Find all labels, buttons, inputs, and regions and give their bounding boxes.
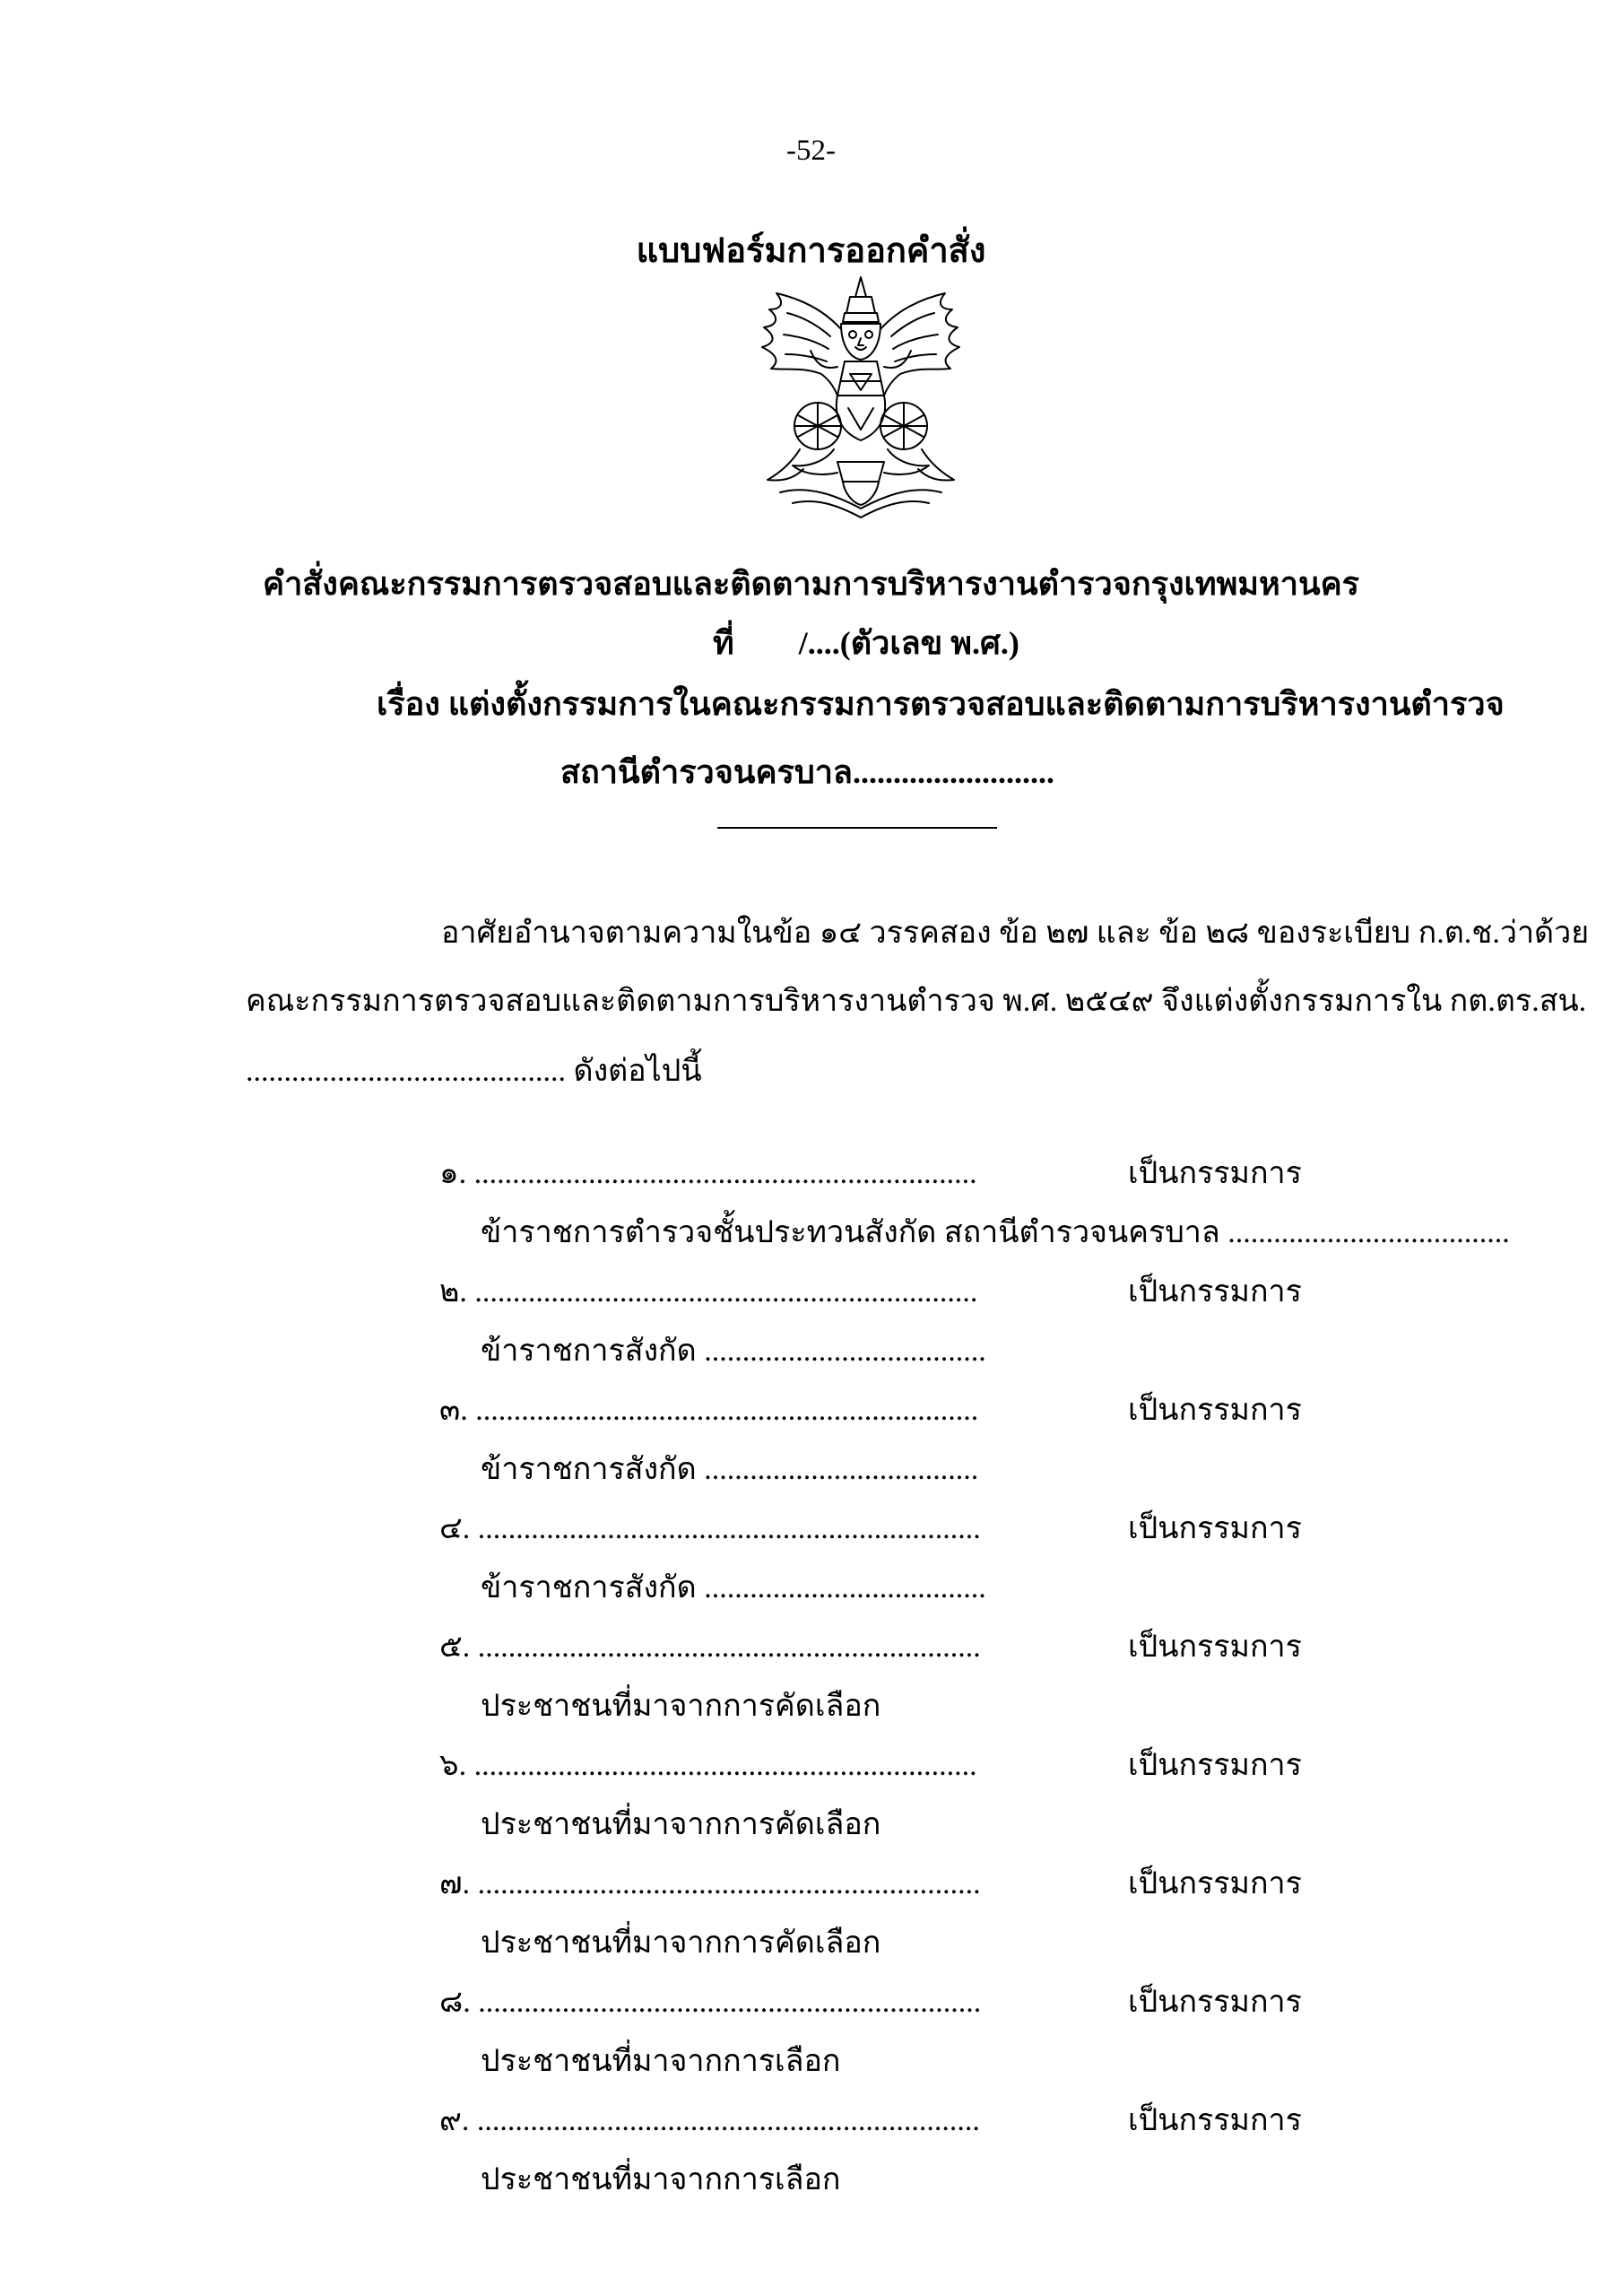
member-detail-9: ประชาชนที่มาจากการเลือก [481, 2163, 841, 2196]
member-role-6: เป็นกรรมการ [1128, 1749, 1302, 1782]
member-number-5: ๕. .................................................................. [439, 1631, 981, 1664]
preamble-line1: อาศัยอำนาจตามความในข้อ ๑๔ วรรคสอง ข้อ ๒๗ และ ข้อ ๒๘ ของระเบียบ ก.ต.ช.ว่าด้วย [441, 917, 1590, 950]
member-number-4: ๔. .................................................................. [439, 1512, 981, 1545]
order-subject-line1: เรื่อง แต่งตั้งกรรมการในคณะกรรมการตรวจสอบและติดตามการบริหารงานตำรวจ [377, 686, 1505, 722]
member-number-3: ๓. .................................................................. [439, 1394, 979, 1427]
member-number-8: ๘. .................................................................. [439, 1986, 982, 2019]
member-role-5: เป็นกรรมการ [1128, 1631, 1302, 1664]
member-detail-4: ข้าราชการสังกัด ..................................... [481, 1571, 986, 1605]
member-role-3: เป็นกรรมการ [1128, 1394, 1302, 1427]
member-role-4: เป็นกรรมการ [1128, 1512, 1302, 1545]
member-number-6: ๖. .................................................................. [439, 1749, 977, 1782]
member-detail-7: ประชาชนที่มาจากการคัดเลือก [481, 1926, 881, 1960]
member-role-7: เป็นกรรมการ [1128, 1867, 1302, 1900]
member-number-2: ๒. .................................................................. [439, 1275, 978, 1309]
member-number-1: ๑. .................................................................. [439, 1157, 977, 1190]
garuda-emblem-icon [744, 274, 977, 521]
member-detail-2: ข้าราชการสังกัด ..................................... [481, 1335, 986, 1368]
member-number-9: ๙. .................................................................. [439, 2104, 980, 2137]
member-detail-6: ประชาชนที่มาจากการคัดเลือก [481, 1808, 881, 1841]
form-title: แบบฟอร์มการออกคำสั่ง [636, 232, 986, 270]
member-detail-3: ข้าราชการสังกัด .................................... [481, 1453, 979, 1486]
preamble-line2: คณะกรรมการตรวจสอบและติดตามการบริหารงานตำรวจ พ.ศ. ๒๕๔๙ จึงแต่งตั้งกรรมการใน กต.ตร.สน. [246, 985, 1587, 1018]
member-number-7: ๗. .................................................................. [439, 1867, 981, 1900]
member-detail-5: ประชาชนที่มาจากการคัดเลือก [481, 1690, 881, 1723]
order-number [713, 617, 1019, 668]
title-underline-divider [717, 827, 997, 829]
order-number-label: ที่ [713, 625, 734, 661]
page-number: -52- [786, 135, 836, 167]
member-detail-1: ข้าราชการตำรวจชั้นประทวนสังกัด สถานีตำรวจนครบาล ..................................... [481, 1216, 1510, 1249]
member-role-8: เป็นกรรมการ [1128, 1986, 1302, 2019]
member-detail-8: ประชาชนที่มาจากการเลือก [481, 2045, 841, 2078]
order-number-value: /....(ตัวเลข พ.ศ.) [798, 625, 1019, 661]
order-subject-line2: สถานีตำรวจนครบาล......................... [560, 754, 1054, 790]
member-role-2: เป็นกรรมการ [1128, 1275, 1302, 1309]
member-role-1: เป็นกรรมการ [1128, 1157, 1302, 1190]
member-role-9: เป็นกรรมการ [1128, 2104, 1302, 2137]
order-title: คำสั่งคณะกรรมการตรวจสอบและติดตามการบริหารงานตำรวจกรุงเทพมหานคร [263, 566, 1359, 602]
preamble-line3: .......................................... ดังต่อไปนี้ [246, 1055, 702, 1088]
